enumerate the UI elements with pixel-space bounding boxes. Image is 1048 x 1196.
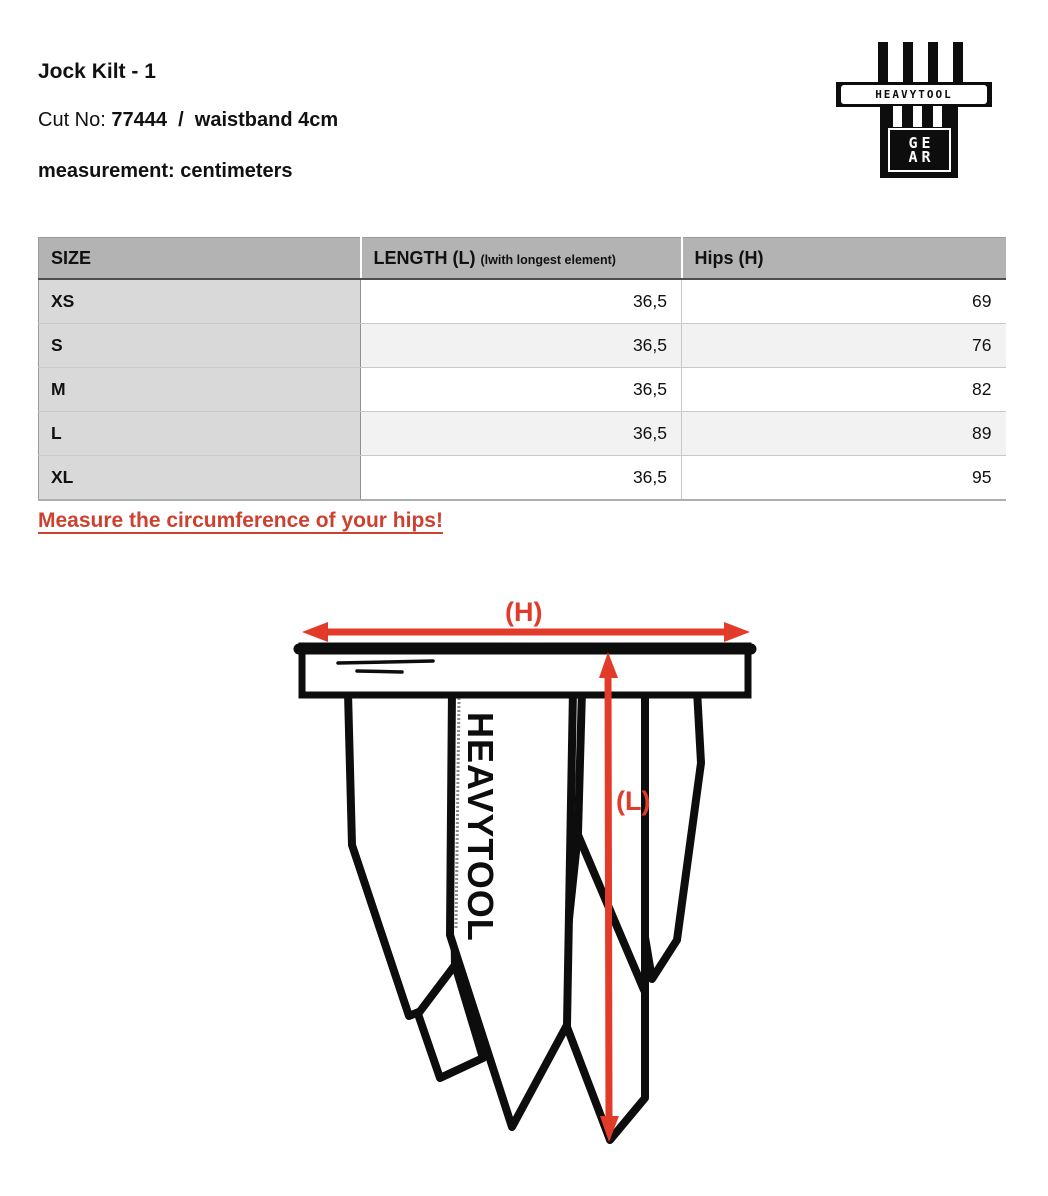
length-arrow-line — [608, 670, 609, 1120]
size-cell: S — [39, 324, 361, 368]
hips-dimension-label: (H) — [505, 597, 543, 627]
logo-gear-text-top: GE — [908, 133, 935, 152]
hips-cell: 89 — [682, 412, 1006, 456]
measurement-unit-note: measurement: centimeters — [38, 160, 293, 182]
length-cell: 36,5 — [361, 412, 682, 456]
column-header-length-main: LENGTH (L) — [373, 247, 476, 268]
kilt-waistband-stitch — [357, 671, 402, 672]
length-dimension-label: (L) — [616, 786, 651, 816]
kilt-strap-left — [348, 693, 455, 1016]
hips-cell: 76 — [682, 324, 1006, 368]
kilt-waistband-stitch — [338, 661, 433, 663]
length-cell: 36,5 — [361, 324, 682, 368]
column-header-size: SIZE — [39, 238, 361, 280]
column-header-length-note: (lwith longest element) — [480, 252, 616, 267]
column-header-hips: Hips (H) — [682, 238, 1006, 280]
cut-number-value: 77444 / waistband 4cm — [111, 109, 339, 131]
hips-cell: 69 — [682, 279, 1006, 324]
kilt-strap-right-back — [645, 690, 701, 979]
cut-number-label: Cut No: — [38, 109, 112, 131]
kilt-panel-brand-text: HEAVYTOOL — [460, 712, 501, 942]
hips-cell: 95 — [682, 456, 1006, 501]
size-cell: XL — [39, 456, 361, 501]
logo-brand-text: HEAVYTOOL — [875, 88, 953, 101]
size-cell: M — [39, 368, 361, 412]
hips-cell: 82 — [682, 368, 1006, 412]
logo-gear-text-bottom: AR — [908, 148, 935, 166]
length-cell: 36,5 — [361, 368, 682, 412]
measure-instruction: Measure the circumference of your hips! — [38, 509, 443, 532]
product-title: Jock Kilt - 1 — [38, 60, 156, 83]
size-cell: XS — [39, 279, 361, 324]
size-cell: L — [39, 412, 361, 456]
length-cell: 36,5 — [361, 279, 682, 324]
arrow-head-right-icon — [724, 622, 750, 642]
length-cell: 36,5 — [361, 456, 682, 501]
arrow-head-left-icon — [302, 622, 328, 642]
